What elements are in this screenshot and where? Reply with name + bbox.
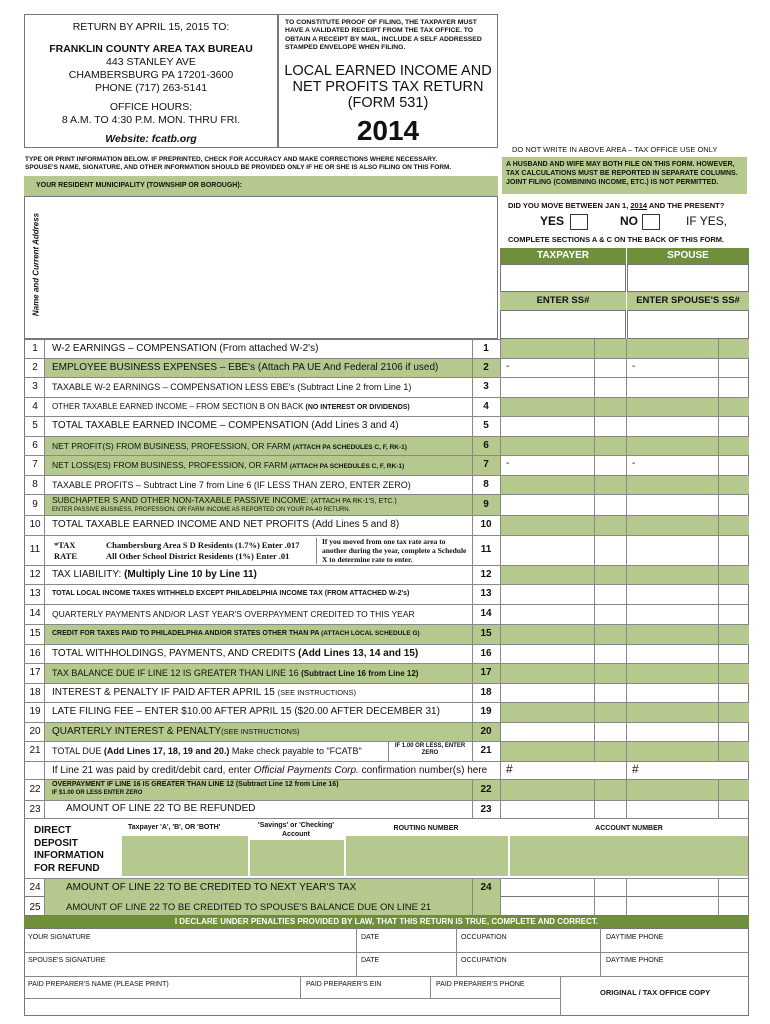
line-number-right: 4 <box>483 401 489 412</box>
line-9-label <box>52 495 397 505</box>
line-15-text: CREDIT FOR TAXES PAID TO PHILADELPHIA AND/OR STATES OTHER THAN PA <box>52 630 322 637</box>
line-number: 14 <box>29 608 41 619</box>
move-question-a: DID YOU MOVE BETWEEN JAN 1, <box>508 201 631 210</box>
line-7-text: NET LOSS(ES) FROM BUSINESS, PROFESSION, OR FARM <box>52 460 290 470</box>
line-number: 7 <box>32 459 38 470</box>
name-address-label: Name and Current Address <box>31 212 41 317</box>
spouse-occupation-field[interactable]: OCCUPATION <box>461 957 507 964</box>
tax-year: 2014 <box>356 115 420 146</box>
line-6-text: NET PROFIT(S) FROM BUSINESS, PROFESSION, OR FARM <box>52 441 293 451</box>
line-7-note: (ATTACH PA SCHEDULES C, F, RK-1) <box>289 463 405 470</box>
line-7-taxpayer-dash: - <box>506 458 510 469</box>
your-signature-field[interactable]: YOUR SIGNATURE <box>28 934 91 941</box>
move-if-yes: IF YES, <box>686 214 728 228</box>
line-12-text: TAX LIABILITY: <box>52 569 125 580</box>
line-number-right: 14 <box>480 608 492 619</box>
taxpayer-ss-field[interactable] <box>500 310 626 339</box>
line-number-right: 1 <box>483 343 489 354</box>
line-18-note: (SEE INSTRUCTIONS) <box>277 688 356 697</box>
deposit-account-label: ACCOUNT NUMBER <box>595 825 663 832</box>
line-18-text: INTEREST & PENALTY IF PAID AFTER APRIL 15 <box>52 687 278 698</box>
line-number: 10 <box>29 519 41 530</box>
enter-ss-label: ENTER SS# <box>500 292 626 310</box>
line-number: 19 <box>29 706 41 717</box>
line-17-amount-shade <box>500 663 749 683</box>
line-6-amount-shade <box>500 436 749 455</box>
line-16-note: (Add Lines 13, 14 and 15) <box>298 648 419 659</box>
line-25-label: AMOUNT OF LINE 22 TO BE CREDITED TO SPOUSE'S BALANCE DUE ON LINE 21 <box>66 902 432 913</box>
deposit-taxpayer-choice: Taxpayer 'A', 'B', OR 'BOTH' <box>128 824 221 831</box>
date-field[interactable]: DATE <box>361 934 380 941</box>
line-number: 24 <box>29 882 41 893</box>
line-6-note: (ATTACH PA SCHEDULES C, F, RK-1) <box>292 444 407 451</box>
line-number-right: 20 <box>480 726 492 737</box>
line-23-label: AMOUNT OF LINE 22 TO BE REFUNDED <box>66 803 256 814</box>
line-9-text: SUBCHAPTER S AND OTHER NON-TAXABLE PASSIVE INCOME: <box>52 495 311 505</box>
office-hours-label: OFFICE HOURS: <box>109 101 193 113</box>
line-21-lines: (Add Lines 17, 18, 19 and 20.) <box>103 746 230 756</box>
line-15-amount-shade <box>500 624 749 644</box>
line-21-text: TOTAL DUE <box>52 746 104 756</box>
line-2-label: EMPLOYEE BUSINESS EXPENSES – EBE's (Attach PA UE And Federal 2106 if used) <box>52 362 439 373</box>
spouse-ss-field[interactable] <box>627 310 749 339</box>
line-number-right: 2 <box>483 362 489 373</box>
line-21-payable: Make check payable to "FCATB" <box>229 746 362 756</box>
line-11-other: All Other School District Residents (1%) Enter .01 <box>106 551 290 561</box>
line-number-right: 21 <box>480 745 492 756</box>
line-number-right: 12 <box>480 569 492 580</box>
line-4-text: OTHER TAXABLE EARNED INCOME – FROM SECTION B ON BACK <box>52 402 306 411</box>
line-25-num-cell <box>472 897 500 915</box>
line-number: 17 <box>29 667 41 678</box>
line-number-right: 7 <box>483 459 489 470</box>
card-confirmation-tail: confirmation number(s) here <box>358 765 488 776</box>
line-22-amount-shade <box>500 779 749 800</box>
line-14-label: QUARTERLY PAYMENTS AND/OR LAST YEAR'S OVERPAYMENT CREDITED TO THIS YEAR <box>52 609 415 619</box>
joint-filing-note: A HUSBAND AND WIFE MAY BOTH FILE ON THIS FORM. HOWEVER, TAX CALCULATIONS MUST BE REPORTED IN SEPARATE COLUMNS. JOINT FILING (COMBINING INCOME, ETC.) IS NOT PERMITTED. <box>502 157 747 194</box>
line-22-note: IF $1.00 OR LESS ENTER ZERO <box>52 790 143 796</box>
website[interactable]: Website: fcatb.org <box>105 133 197 145</box>
line-19-amount-shade <box>500 702 749 722</box>
line-7-spouse-dash: - <box>632 458 636 469</box>
line-11-chambersburg: Chambersburg Area S D Residents (1.7%) Enter .017 <box>106 540 300 550</box>
line-number-right: 19 <box>480 706 492 717</box>
card-confirmation-text: If Line 21 was paid by credit/debit card, enter <box>52 765 254 776</box>
line-16-label <box>52 648 418 659</box>
line-number: 12 <box>29 569 41 580</box>
type-print-instructions <box>25 156 505 172</box>
line-number-right: 22 <box>480 784 492 795</box>
line-number-right: 10 <box>480 519 492 530</box>
line-12-label <box>52 569 257 580</box>
line-number: 8 <box>32 479 38 490</box>
line-number: 2 <box>32 362 38 373</box>
line-2-spouse-dash: - <box>632 361 636 372</box>
line-9-subnote: ENTER PASSIVE BUSINESS, PROFESSION, OR FARM INCOME AS REPORTED ON YOUR PA-40 RETURN. <box>52 507 351 513</box>
line-11-moved-note: If you moved from one tax rate area to another during the year, complete a Schedule X to determine rate to enter. <box>322 537 467 564</box>
line-4-label <box>52 402 410 411</box>
line-number: 3 <box>32 381 38 392</box>
deposit-taxpayer-field[interactable] <box>122 836 248 876</box>
bureau-name: FRANKLIN COUNTY AREA TAX BUREAU <box>49 43 253 55</box>
deposit-routing-field[interactable] <box>346 836 508 876</box>
move-question <box>508 201 724 210</box>
direct-deposit-line2: DEPOSIT <box>34 837 78 849</box>
line-17-text: TAX BALANCE DUE IF LINE 12 IS GREATER THAN LINE 16 <box>52 668 302 678</box>
official-payments: Official Payments Corp. <box>253 765 359 776</box>
line-10-label: TOTAL TAXABLE EARNED INCOME AND NET PROFITS (Add Lines 5 and 8) <box>52 519 400 530</box>
move-yes-label: YES <box>540 214 565 228</box>
move-yes-checkbox[interactable] <box>570 213 588 231</box>
line-22-label: OVERPAYMENT IF LINE 16 IS GREATER THAN LINE 12 (Subtract Line 12 from Line 16) <box>52 781 339 788</box>
line-12-note: (Multiply Line 10 by Line 11) <box>124 569 257 580</box>
line-number: 18 <box>29 687 41 698</box>
form-title-box <box>278 14 498 148</box>
line-17-note: (Subtract Line 16 from Line 12) <box>301 669 419 678</box>
daytime-phone-field[interactable]: DAYTIME PHONE <box>606 934 664 941</box>
line-number: 20 <box>29 726 41 737</box>
line-number: 9 <box>32 499 38 510</box>
line-number-right: 23 <box>480 804 492 815</box>
taxpayer-column-header: TAXPAYER <box>500 248 626 264</box>
line-7-label <box>52 460 404 470</box>
direct-deposit-line1: DIRECT <box>34 825 72 836</box>
line-1-amount-shade <box>500 339 749 358</box>
spouse-column-header: SPOUSE <box>627 248 749 264</box>
line-6-label <box>52 441 407 451</box>
spouse-confirmation-hash[interactable]: # <box>632 762 639 776</box>
line-20-label <box>52 726 299 737</box>
line-number: 23 <box>29 804 41 815</box>
municipality-field[interactable]: YOUR RESIDENT MUNICIPALITY (TOWNSHIP OR BOROUGH): <box>24 176 498 196</box>
move-question-b: AND THE PRESENT? <box>647 201 725 210</box>
deposit-account-type-field[interactable] <box>250 840 344 876</box>
deposit-account-type: 'Savings' or 'Checking' Account <box>258 822 334 838</box>
line-21-label <box>52 746 362 756</box>
line-number: 4 <box>32 401 38 412</box>
office-use-only: DO NOT WRITE IN ABOVE AREA – TAX OFFICE USE ONLY <box>512 145 718 154</box>
form-title-line2: NET PROFITS TAX RETURN <box>292 79 484 95</box>
line-number-right: 6 <box>483 440 489 451</box>
direct-deposit-line4: FOR REFUND <box>34 862 100 874</box>
spouse-name-field[interactable] <box>627 264 749 292</box>
signature-box <box>24 928 749 1016</box>
spouse-phone-field[interactable]: DAYTIME PHONE <box>606 957 664 964</box>
line-number: 5 <box>32 420 38 431</box>
line-24-label: AMOUNT OF LINE 22 TO BE CREDITED TO NEXT YEAR'S TAX <box>66 882 357 893</box>
line-16-text: TOTAL WITHHOLDINGS, PAYMENTS, AND CREDITS <box>52 648 299 659</box>
direct-deposit-line3: INFORMATION <box>34 850 104 861</box>
bureau-street: 443 STANLEY AVE <box>106 56 196 68</box>
line-number-right: 5 <box>483 420 489 431</box>
line-number: 15 <box>29 628 41 639</box>
line-number: 1 <box>32 343 38 354</box>
line-10-amount-shade <box>500 515 749 535</box>
move-no-checkbox[interactable] <box>642 213 660 231</box>
line-20-note: (SEE INSTRUCTIONS) <box>221 727 300 736</box>
line-number: 22 <box>29 784 41 795</box>
line-11-tax: *TAX <box>54 540 76 550</box>
line-4-amount-shade <box>500 397 749 416</box>
card-confirmation-label <box>52 765 487 776</box>
line-number-right: 16 <box>480 648 492 659</box>
line-13-label: TOTAL LOCAL INCOME TAXES WITHHELD EXCEPT PHILADELPHIA INCOME TAX (FROM ATTACHED W-2's) <box>52 590 410 597</box>
line-17-label <box>52 668 418 678</box>
spouse-signature-field[interactable]: SPOUSE'S SIGNATURE <box>28 957 106 964</box>
office-hours: 8 A.M. TO 4:30 P.M. MON. THRU FRI. <box>61 114 241 126</box>
line-number-right: 17 <box>480 667 492 678</box>
line-5-label: TOTAL TAXABLE EARNED INCOME – COMPENSATION (Add Lines 3 and 4) <box>52 420 399 431</box>
form-title-line3: (FORM 531) <box>347 95 429 111</box>
line-number: 13 <box>29 588 41 599</box>
preparer-phone-field[interactable]: PAID PREPARER'S PHONE <box>436 981 525 988</box>
move-complete-note: COMPLETE SECTIONS A & C ON THE BACK OF THIS FORM. <box>508 235 725 244</box>
line-number-right: 8 <box>483 479 489 490</box>
line-3-label: TAXABLE W-2 EARNINGS – COMPENSATION LESS EBE's (Subtract Line 2 from Line 1) <box>52 382 412 392</box>
bureau-phone: PHONE (717) 263-5141 <box>94 82 208 94</box>
line-number-right: 9 <box>483 499 489 510</box>
line-number: 16 <box>29 648 41 659</box>
type-print-line: TYPE OR PRINT INFORMATION BELOW. IF PREPRINTED, CHECK FOR ACCURACY AND MAKE CORRECTIONS WHERE NECESSARY. <box>25 156 438 163</box>
line-21-zero-note: IF 1.00 OR LESS, ENTER ZERO <box>394 743 466 756</box>
line-2-taxpayer-dash: - <box>506 361 510 372</box>
line-15-note: (ATTACH LOCAL SCHEDULE G) <box>321 630 420 637</box>
line-20-text: QUARTERLY INTEREST & PENALTY <box>52 726 222 737</box>
line-number: 11 <box>29 544 41 555</box>
taxpayer-confirmation-hash[interactable]: # <box>506 762 513 776</box>
direct-deposit-label <box>34 825 104 875</box>
line-number-right: 11 <box>480 544 492 555</box>
spouse-date-field[interactable]: DATE <box>361 957 380 964</box>
declaration: I DECLARE UNDER PENALTIES PROVIDED BY LAW, THAT THIS RETURN IS TRUE, COMPLETE AND CORRECT. <box>24 916 749 928</box>
form-title-line1: LOCAL EARNED INCOME AND <box>284 63 492 79</box>
line-15-label <box>52 630 420 637</box>
enter-spouse-ss-label: ENTER SPOUSE'S SS# <box>627 292 749 310</box>
line-number-right: 15 <box>480 628 492 639</box>
deposit-account-field[interactable] <box>510 836 748 876</box>
proof-of-filing-notice: TO CONSTITUTE PROOF OF FILING, THE TAXPAYER MUST HAVE A VALIDATED RECEIPT FROM THE TAX OFFICE. TO OBTAIN A RECEIPT BY MAIL, INCLUDE A SELF ADDRESSED STAMPED ENVELOPE WHEN FILING. <box>285 19 482 51</box>
return-by: RETURN BY APRIL 15, 2015 TO: <box>72 21 230 33</box>
line-number-right: 13 <box>480 588 492 599</box>
line-18-label <box>52 687 356 698</box>
line-1-label: W-2 EARNINGS – COMPENSATION (From attached W-2's) <box>52 343 319 354</box>
line-number-right: 3 <box>483 381 489 392</box>
line-8-label: TAXABLE PROFITS – Subtract Line 7 from Line 6 (IF LESS THAN ZERO, ENTER ZERO) <box>52 480 411 490</box>
line-4-note: (NO INTEREST OR DIVIDENDS) <box>305 404 410 411</box>
occupation-field[interactable]: OCCUPATION <box>461 934 507 941</box>
line-8-amount-shade <box>500 475 749 494</box>
spouse-signature-note: SPOUSE'S NAME, SIGNATURE, AND OTHER INFORMATION SHOULD BE PROVIDED ONLY IF HE OR SHE IS ALSO FILING ON THIS FORM. <box>25 164 452 171</box>
line-12-amount-shade <box>500 565 749 584</box>
taxpayer-name-field[interactable] <box>500 264 626 292</box>
preparer-ein-field[interactable]: PAID PREPARER'S EIN <box>306 981 382 988</box>
move-no-label: NO <box>620 214 638 228</box>
line-21-amount-shade <box>500 741 749 761</box>
line-11-rate: RATE <box>54 551 77 561</box>
original-copy-label: ORIGINAL / TAX OFFICE COPY <box>600 988 711 997</box>
line-number: 6 <box>32 440 38 451</box>
deposit-routing-label: ROUTING NUMBER <box>393 825 459 832</box>
line-number: 25 <box>29 902 41 913</box>
line-number-right: 24 <box>480 882 492 893</box>
name-address-box[interactable] <box>24 196 498 339</box>
line-19-label: LATE FILING FEE – ENTER $10.00 AFTER APRIL 15 ($20.00 AFTER DECEMBER 31) <box>52 706 440 717</box>
line-9-note: (ATTACH PA RK-1'S, ETC.) <box>310 498 397 505</box>
line-number-right: 18 <box>480 687 492 698</box>
preparer-name-field[interactable]: PAID PREPARER'S NAME (PLEASE PRINT) <box>28 981 169 988</box>
mailing-address-box <box>24 14 278 148</box>
line-number: 21 <box>29 745 41 756</box>
move-question-year: 2014 <box>630 201 648 210</box>
bureau-city: CHAMBERSBURG PA 17201-3600 <box>68 69 234 81</box>
